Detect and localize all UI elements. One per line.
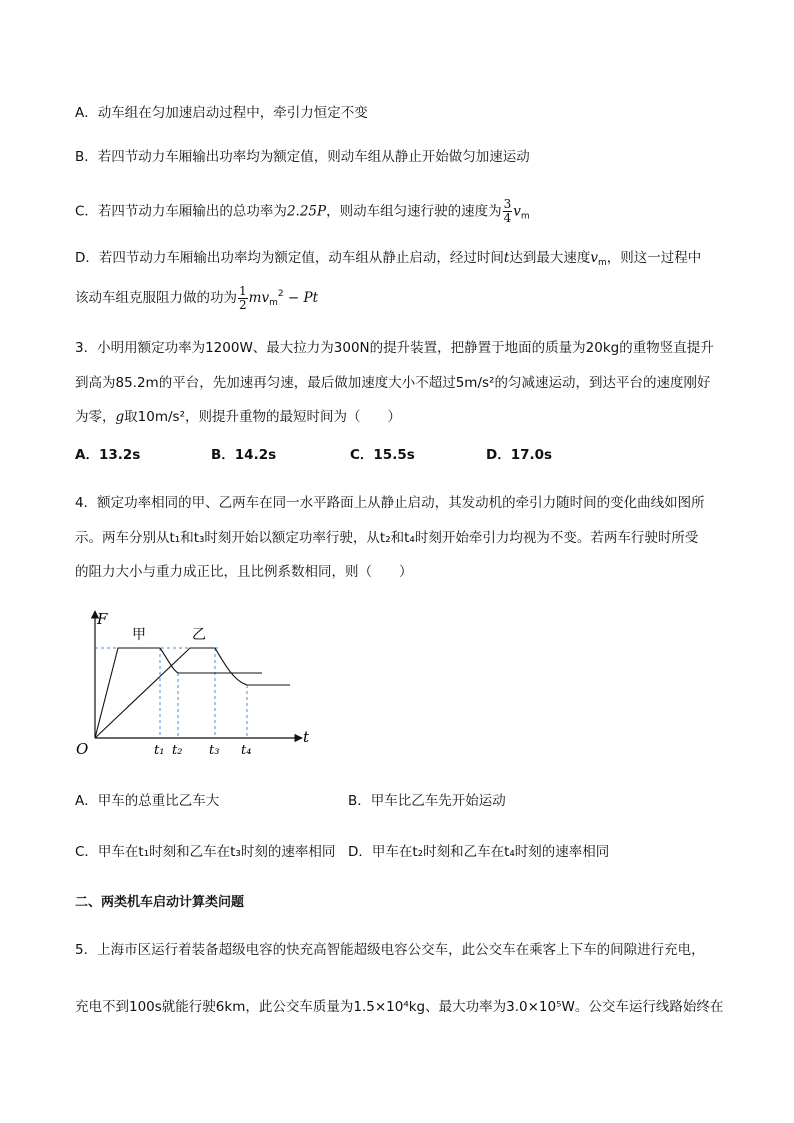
q3-line-3-post: 取10m/s²，则提升重物的最短时间为（ ） bbox=[124, 409, 401, 425]
t1-label: t₁ bbox=[154, 743, 165, 758]
q2-option-c-v: v bbox=[513, 203, 521, 220]
q3-line-2: 到高为85.2m的平台，先加速再匀速，最后做加速度大小不超过5m/s²的匀减速运动，到达平台的速度刚好 bbox=[75, 375, 711, 391]
y-axis-label: F bbox=[97, 610, 108, 628]
q2-option-d2-sub: m bbox=[269, 298, 278, 308]
q4-line-1: 4．额定功率相同的甲、乙两车在同一水平路面上从静止启动，其发动机的牵引力随时间的变化曲线如图所 bbox=[75, 495, 705, 511]
force-time-graph bbox=[70, 605, 320, 770]
q3-option-b: B．14.2s bbox=[211, 447, 277, 463]
q2-option-d-post: ，则这一过程中 bbox=[606, 250, 702, 266]
q2-option-a: A．动车组在匀加速启动过程中，牵引力恒定不变 bbox=[75, 105, 368, 121]
q4-option-d: D．甲车在t₂时刻和乙车在t₄时刻的速率相同 bbox=[348, 844, 610, 860]
t2-label: t₂ bbox=[172, 743, 183, 758]
yi-curve bbox=[95, 648, 290, 738]
q4-option-b: B．甲车比乙车先开始运动 bbox=[348, 793, 506, 809]
q3-option-d: D．17.0s bbox=[486, 447, 553, 463]
q2-option-c-power: 2.25P bbox=[286, 203, 327, 220]
q2-option-d bbox=[75, 248, 701, 273]
q4-line-3: 的阻力大小与重力成正比，且比例系数相同，则（ ） bbox=[75, 564, 413, 580]
q2-option-d2-sup: 2 bbox=[277, 289, 284, 299]
q3-option-a: A．13.2s bbox=[75, 447, 141, 463]
jia-label: 甲 bbox=[132, 627, 146, 643]
q5-line-1: 5．上海市区运行着装备超级电容的快充高智能超级电容公交车，此公交车在乘客上下车的间隙进行充电， bbox=[75, 942, 705, 958]
q2-option-d2-mv: mv bbox=[248, 290, 270, 306]
section-heading: 二、两类机车启动计算类问题 bbox=[75, 895, 245, 910]
q2-option-d-fraction: $\frac{1}{2}$ bbox=[239, 283, 247, 312]
q2-option-d2-pt: Pt bbox=[303, 290, 319, 306]
q2-option-c-mid: ，则动车组匀速行驶的速度为 bbox=[326, 203, 502, 220]
x-axis-label: t bbox=[303, 728, 310, 746]
q5-line-2: 充电不到100s就能行驶6km，此公交车质量为1.5×10⁴kg、最大功率为3.0×10⁵W。公交车运行线路始终在 bbox=[75, 999, 724, 1015]
q4-option-a: A．甲车的总重比乙车大 bbox=[75, 793, 220, 809]
q3-g: g bbox=[115, 409, 125, 425]
q3-line-3 bbox=[75, 407, 401, 427]
q4-option-c: C．甲车在t₁时刻和乙车在t₃时刻的速率相同 bbox=[75, 844, 336, 860]
q2-option-c bbox=[75, 198, 530, 227]
q2-option-b: B．若四节动力车厢输出功率均为额定值，则动车组从静止开始做匀加速运动 bbox=[75, 149, 530, 165]
q3-line-3-prefix: 为零， bbox=[75, 409, 116, 425]
q4-line-2: 示。两车分别从t₁和t₃时刻开始以额定功率行驶，从t₂和t₄时刻开始牵引力均视为不变。若两车行驶时所受 bbox=[75, 530, 699, 546]
q2-option-d-v: v bbox=[590, 250, 598, 266]
q3-line-1: 3．小明用额定功率为1200W、最大拉力为300N的提升装置，把静置于地面的质量为20kg的重物竖直提升 bbox=[75, 340, 714, 356]
q2-option-c-vsub: m bbox=[520, 211, 530, 222]
q2-option-c-fraction: $\frac{3}{4}$ bbox=[503, 197, 512, 225]
q2-option-d2-minus: − bbox=[283, 290, 304, 306]
t4-label: t₄ bbox=[241, 743, 252, 758]
yi-label: 乙 bbox=[192, 627, 206, 643]
q2-option-d2-prefix: 该动车组克服阻力做的功为 bbox=[75, 290, 237, 306]
origin-label: O bbox=[76, 740, 89, 758]
q2-option-d-prefix: D．若四节动力车厢输出功率均为额定值，动车组从静止启动，经过时间 bbox=[75, 250, 504, 266]
q2-option-d-t: t bbox=[503, 250, 510, 266]
t3-label: t₃ bbox=[209, 743, 220, 758]
q2-option-d-mid: 达到最大速度 bbox=[509, 250, 591, 266]
q2-option-c-prefix: C．若四节动力车厢输出的总功率为 bbox=[75, 203, 287, 220]
q3-option-c: C．15.5s bbox=[350, 447, 415, 463]
q2-option-d-line2 bbox=[75, 284, 318, 313]
q2-option-d-vsub: m bbox=[597, 258, 607, 268]
